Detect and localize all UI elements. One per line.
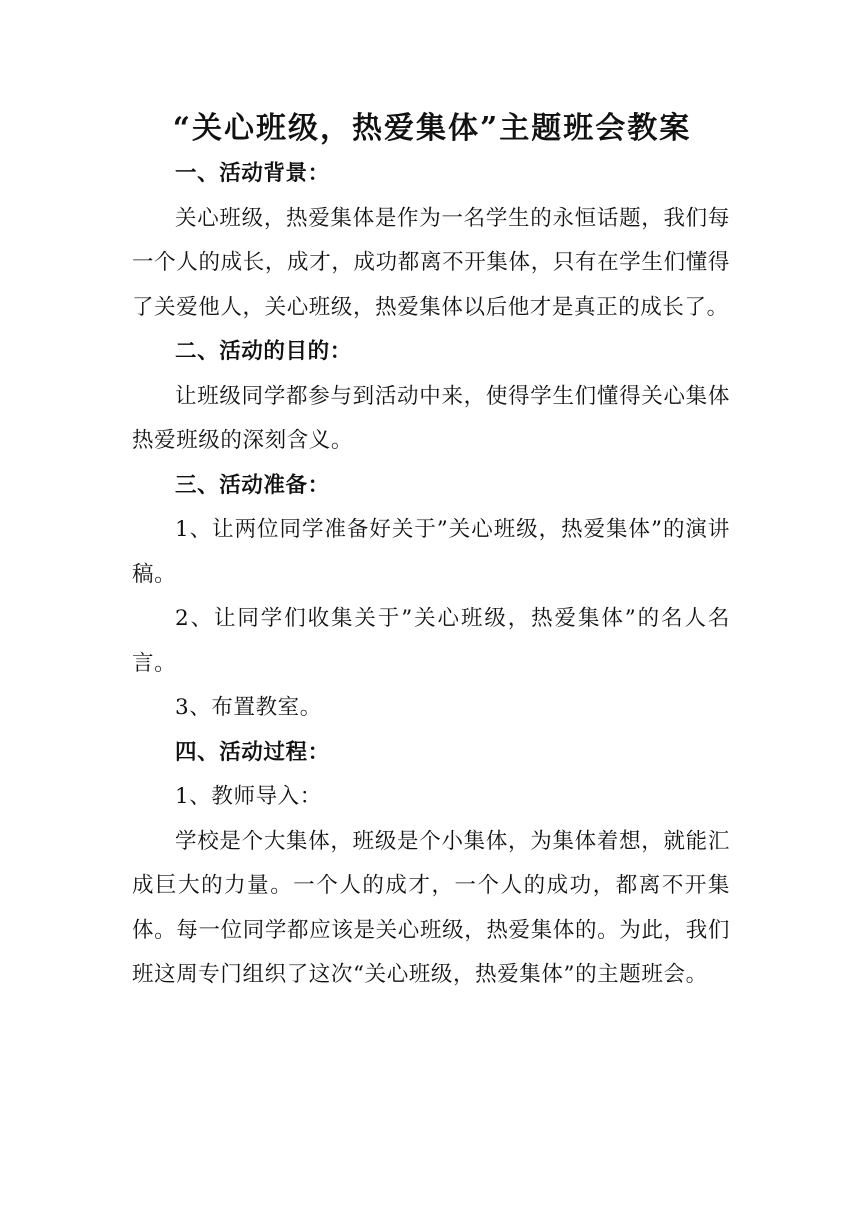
- process-step-1-heading: 1、教师导入：: [175, 784, 322, 809]
- preparation-item-1: 1、让两位同学准备好关于”关心班级，热爱集体”的演讲稿。: [132, 517, 730, 587]
- background-paragraph: 关心班级，热爱集体是作为一名学生的永恒话题，我们每一个人的成长，成才，成功都离不开集体，只有在学生们懂得了关爱他人，关心班级，热爱集体以后他才是真正的成长了。: [132, 205, 730, 320]
- section-heading-background: 一、活动背景：: [175, 161, 330, 186]
- document-title: “关心班级，热爱集体”主题班会教案: [172, 111, 692, 146]
- section-heading-purpose: 二、活动的目的：: [175, 339, 352, 364]
- purpose-paragraph: 让班级同学都参与到活动中来，使得学生们懂得关心集体热爱班级的深刻含义。: [132, 383, 730, 453]
- section-heading-process: 四、活动过程：: [175, 739, 330, 765]
- section-heading-preparation: 三、活动准备：: [175, 472, 330, 498]
- process-step-1-paragraph: 学校是个大集体，班级是个小集体，为集体着想，就能汇成巨大的力量。一个人的成才，一个人的成功，都离不开集体。每一位同学都应该是关心班级，热爱集体的。为此，我们班这周专门组织了这次“关心班级，热爱集体”的主题班会。: [132, 828, 730, 987]
- preparation-item-2: 2、让同学们收集关于”关心班级，热爱集体”的名人名言。: [132, 606, 730, 676]
- document-body: [132, 152, 730, 998]
- preparation-item-3: 3、布置教室。: [175, 695, 322, 720]
